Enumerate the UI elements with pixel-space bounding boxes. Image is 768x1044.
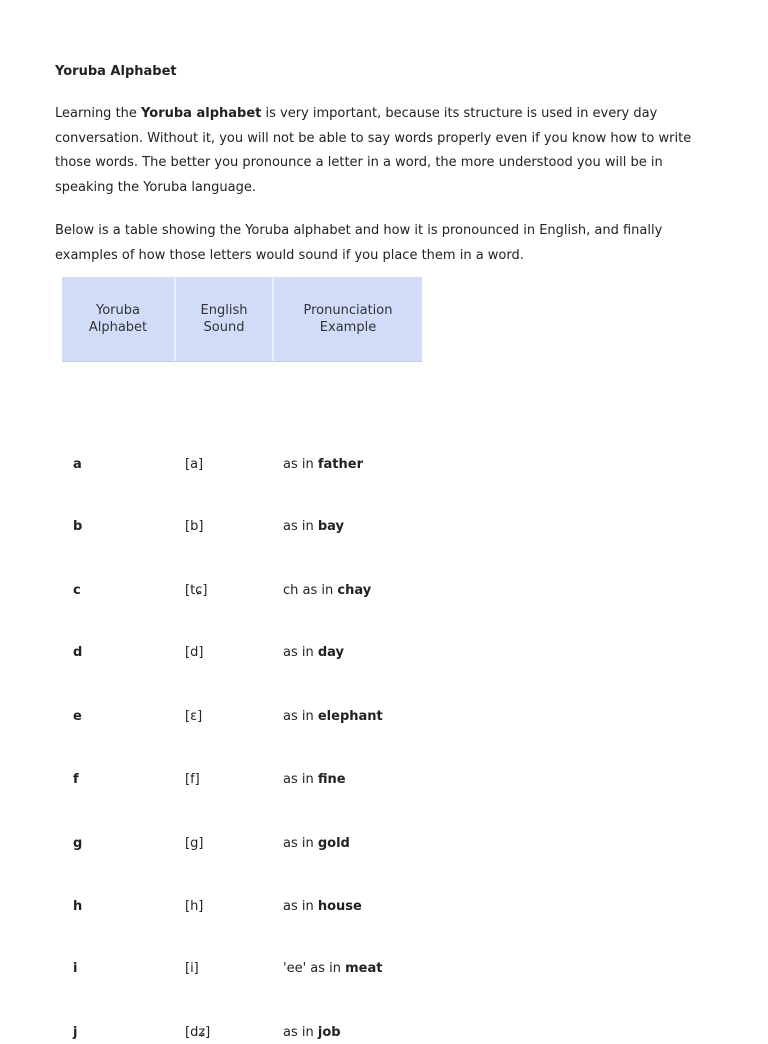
table-row: [62, 767, 422, 791]
row-letter: c: [73, 582, 81, 598]
example-word: chay: [337, 582, 372, 598]
row-letter: g: [73, 835, 83, 851]
row-example: [283, 709, 383, 724]
header-alphabet-line2: Alphabet: [88, 320, 148, 335]
table-description: Below is a table showing the Yoruba alphabet and how it is pronounced in English, and finally examples of how those letters would sound if you place them in a word.: [55, 223, 663, 263]
header-sound-line1: English: [200, 303, 248, 318]
table-row: [62, 452, 422, 476]
example-word: elephant: [317, 708, 383, 724]
table-row: [62, 514, 422, 538]
example-word: day: [317, 644, 345, 660]
table-row: [62, 956, 422, 980]
row-example: [283, 583, 371, 598]
page-title: Yoruba Alphabet: [55, 64, 177, 79]
row-example: [283, 457, 363, 472]
row-example: [283, 772, 346, 787]
table-row: [62, 894, 422, 918]
example-prefix: as in: [283, 771, 318, 787]
row-example: [283, 836, 350, 851]
row-example: [283, 645, 344, 660]
row-sound: [d]: [185, 644, 204, 660]
row-sound: [dʑ]: [185, 1024, 211, 1040]
example-word: meat: [345, 960, 383, 976]
example-prefix: as in: [283, 518, 318, 534]
row-sound: [f]: [185, 771, 200, 787]
row-sound: [a]: [185, 456, 204, 472]
header-english-sound: [176, 277, 274, 361]
intro-text-rest: is very important, because its structure is used in every day conversation. Without it, you will not be able to say words properly even if you know how to write those words. The better you pronounce a letter in a word, the more understood you will be in speaking the Yoruba language.: [55, 106, 692, 195]
table-row: [62, 578, 422, 602]
row-sound: [g]: [185, 835, 204, 851]
header-example-line1: Pronunciation: [303, 303, 393, 318]
alphabet-table: [62, 277, 422, 1040]
example-word: house: [317, 898, 362, 914]
row-letter: d: [73, 644, 83, 660]
row-letter: b: [73, 518, 83, 534]
example-word: job: [317, 1024, 341, 1040]
row-example: [283, 961, 383, 976]
row-letter: e: [73, 708, 82, 724]
intro-bold-term: Yoruba alphabet: [141, 106, 262, 121]
example-word: bay: [317, 518, 345, 534]
table-header-row: [62, 277, 422, 362]
intro-text-start: Learning the: [55, 106, 142, 121]
example-prefix: 'ee' as in: [283, 960, 346, 976]
example-prefix: as in: [283, 708, 318, 724]
table-row: [62, 831, 422, 855]
example-prefix: as in: [283, 456, 318, 472]
row-example: [283, 519, 344, 534]
row-example: [283, 899, 362, 914]
example-prefix: as in: [283, 835, 318, 851]
row-example: [283, 1025, 341, 1040]
row-sound: [b]: [185, 518, 204, 534]
row-letter: j: [73, 1024, 78, 1040]
header-yoruba-alphabet: [62, 277, 176, 361]
table-row: [62, 640, 422, 664]
example-prefix: ch as in: [283, 582, 338, 598]
header-sound-line2: Sound: [203, 320, 245, 335]
header-alphabet-line1: Yoruba: [96, 303, 140, 318]
example-prefix: as in: [283, 644, 318, 660]
row-letter: a: [73, 456, 82, 472]
row-letter: h: [73, 898, 83, 914]
example-prefix: as in: [283, 1024, 318, 1040]
intro-paragraph: [55, 102, 715, 200]
row-sound: [h]: [185, 898, 204, 914]
example-word: gold: [317, 835, 350, 851]
example-word: father: [317, 456, 363, 472]
row-sound: [tɕ]: [185, 582, 208, 598]
row-sound: [i]: [185, 960, 199, 976]
header-pronunciation-example: [274, 277, 422, 361]
table-row: [62, 704, 422, 728]
example-prefix: as in: [283, 898, 318, 914]
row-letter: f: [73, 771, 79, 787]
header-example-line2: Example: [319, 320, 377, 335]
example-word: fine: [317, 771, 346, 787]
row-sound: [ɛ]: [185, 708, 203, 724]
row-letter: i: [73, 960, 78, 976]
